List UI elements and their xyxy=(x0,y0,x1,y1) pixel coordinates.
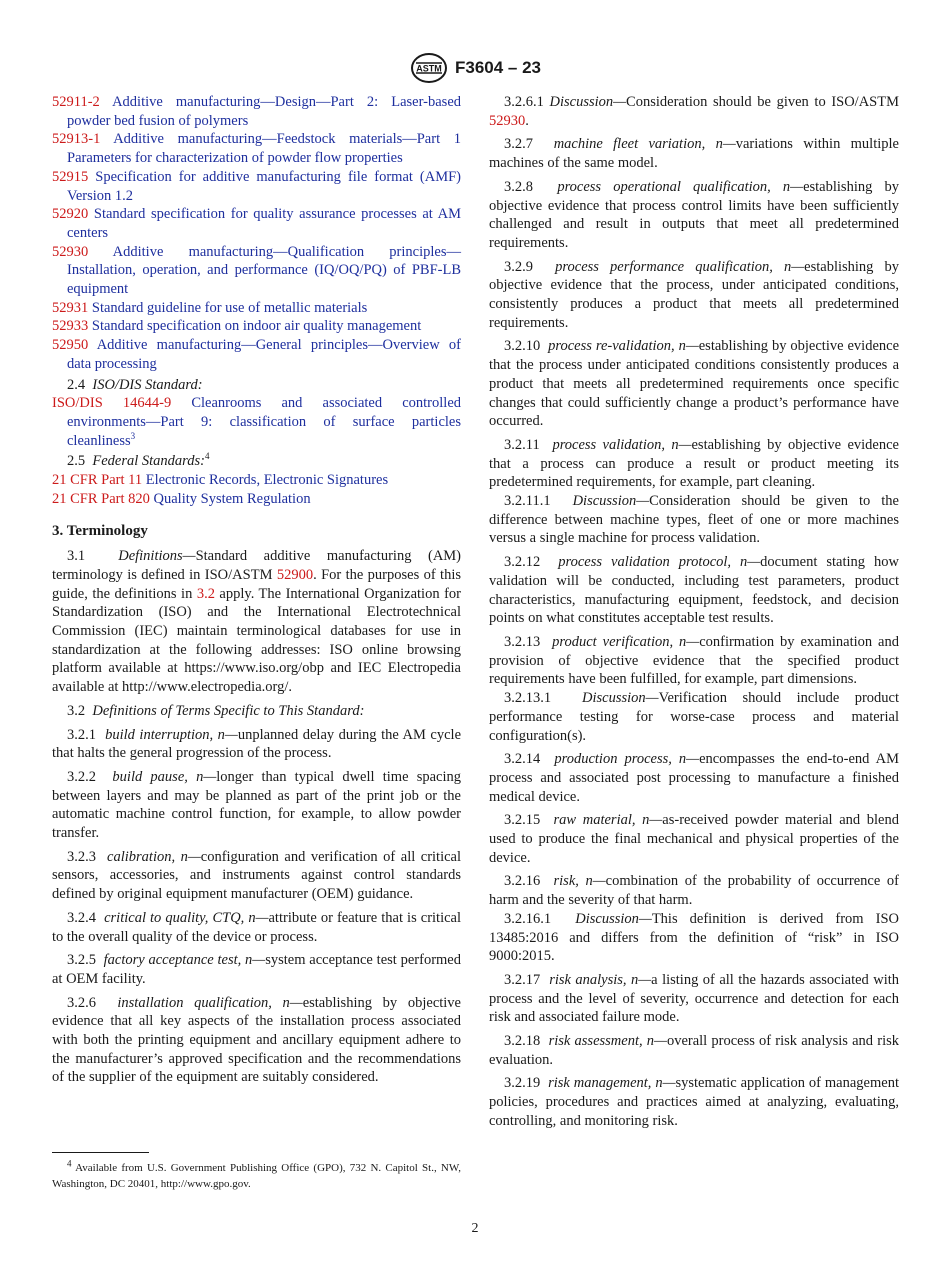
definition-number: 3.2.7 xyxy=(504,136,533,153)
definition-3-2-16 xyxy=(489,872,899,909)
definition-number: 3.2.3 xyxy=(67,848,96,865)
definition-text: combination of the probability of occurrence of harm and the severity of that harm. xyxy=(489,873,899,909)
definitions-right xyxy=(489,135,899,1130)
definition-number: 3.2.1 xyxy=(67,726,96,743)
document-number: F3604 – 23 xyxy=(455,58,542,77)
reference-code[interactable]: 52950 xyxy=(52,337,89,354)
reference-title[interactable]: Specification for additive manufacturing file format (AMF) Version 1.2 xyxy=(67,168,462,204)
definition-number: 3.2.9 xyxy=(504,258,533,275)
reference-title[interactable]: Additive manufacturing—Qualification principles—Installation, operation, and performance (IQ/OQ/PQ) of PBF-LB equipment xyxy=(67,243,461,298)
definition-3-2-6 xyxy=(52,994,461,1088)
definition-number: 3.2.16.1 xyxy=(504,910,552,927)
definition-number: 3.2.11 xyxy=(504,436,540,453)
definition-3-2-13-1 xyxy=(489,689,899,745)
paragraph-3-1: 3.1 Definitions—Standard additive manufacturing (AM) terminology is defined in ISO/ASTM 52900. For the purposes of this guide, the definitions in 3.2 apply. The International Organization for Standardization (ISO) and the International Electrotechnical Commission (IEC) maintain terminological databases for use in standardization at the following addresses: ISO online browsing platform available at https://www.iso.org/obp and IEC Electropedia available at http://www.electropedia.org/. xyxy=(52,548,462,696)
definition-number: 3.2.12 xyxy=(504,554,541,571)
definition-text: establishing by objective evidence that the process under anticipated conditions consistently produces a product that meets all predetermined requirements once specific changes that could sufficiently change a product’s performance have occurred. xyxy=(489,338,900,430)
reference-title[interactable]: Additive manufacturing—General principles—Overview of data processing xyxy=(67,337,461,372)
definition-text: unplanned delay during the AM cycle that halts the general progression of the process. xyxy=(52,726,461,762)
definition-text: system acceptance test performed at OEM facility. xyxy=(52,952,461,987)
definition-3-2-1 xyxy=(52,726,461,763)
reference-52933[interactable] xyxy=(52,317,461,336)
definition-text: variations within multiple machines of the same model. xyxy=(489,136,899,172)
reference-code[interactable]: 52930 xyxy=(52,243,89,260)
reference-title[interactable]: Standard specification for quality assurance processes at AM centers xyxy=(67,206,461,241)
definition-3-2-11-1 xyxy=(489,492,899,548)
paragraph-3-2: 3.2 Definitions of Terms Specific to This Standard: xyxy=(67,702,365,719)
definition-term: product verification, n— xyxy=(552,633,700,650)
definition-text: establishing by objective evidence that all key aspects of the installation process associated with both the printing equipment and ancillary equipment adhere to the manufacturer’s approved specification and the recommendations of the supplier of the equipment are suitably considered. xyxy=(52,994,461,1086)
definition-term: risk management, n— xyxy=(548,1075,676,1092)
definition-term: build interruption, n— xyxy=(105,726,238,743)
definition-text: confirmation by examination and provision of objective evidence that the specified product requirements have been fulfilled, for example, part dimensions. xyxy=(489,633,899,688)
definition-term: risk assessment, n— xyxy=(548,1033,667,1050)
definition-3-2-10 xyxy=(489,337,899,431)
definition-term: factory acceptance test, n— xyxy=(103,952,266,969)
reference-title[interactable]: Standard guideline for use of metallic materials xyxy=(91,299,368,316)
definition-3-2-16-1 xyxy=(489,910,899,966)
reference-title[interactable]: Additive manufacturing—Design—Part 2: Laser-based powder bed fusion of polymers xyxy=(67,94,461,129)
definition-term: risk, n— xyxy=(553,873,606,890)
definition-3-2-3 xyxy=(52,848,461,904)
definition-3-2-19 xyxy=(489,1074,899,1130)
definition-number: 3.2.18 xyxy=(504,1033,541,1050)
astm-logo-icon xyxy=(410,52,448,84)
definition-3-2-15 xyxy=(489,811,899,867)
definition-term: production process, n— xyxy=(554,751,700,768)
definition-number: 3.2.4 xyxy=(67,909,96,926)
paragraph-3-2-6-1: 3.2.6.1 Discussion—Consideration should be given to ISO/ASTM 52930. xyxy=(489,94,899,129)
definition-text: establishing by objective evidence that the process, under anticipated conditions, consistently produces a product that meets all predetermined requirements. xyxy=(489,258,900,331)
reference-52950[interactable] xyxy=(52,336,461,373)
definition-number: 3.2.13.1 xyxy=(504,690,552,707)
definition-term: Discussion— xyxy=(575,910,652,927)
reference-cfr-820[interactable]: 21 CFR Part 820 Quality System Regulation xyxy=(52,490,311,507)
reference-52915[interactable] xyxy=(52,168,461,205)
definition-term: process re-validation, n— xyxy=(548,338,699,355)
reference-code[interactable]: 52911-2 xyxy=(52,94,100,110)
page-header xyxy=(0,52,950,86)
definition-term: Discussion— xyxy=(582,690,659,707)
reference-code[interactable]: 52913-1 xyxy=(52,131,101,148)
subsection-2-5: 2.5 Federal Standards:$^4$ xyxy=(67,451,210,470)
definition-term: build pause, n— xyxy=(112,768,217,785)
definition-number: 3.2.10 xyxy=(504,338,541,355)
link-3-2[interactable]: 3.2 xyxy=(196,585,215,602)
reference-code[interactable]: 52933 xyxy=(52,318,89,335)
page-number: 2 xyxy=(471,1221,479,1236)
svg-text:ASTM: ASTM xyxy=(416,63,442,74)
definition-number: 3.2.6 xyxy=(67,994,96,1011)
right-column xyxy=(489,93,899,1131)
definition-3-2-2 xyxy=(52,768,461,843)
reference-iso-dis[interactable]: ISO/DIS 14644-9 Cleanrooms and associated controlled environments—Part 9: classification of surface particles cleanliness$^3$ xyxy=(52,395,462,449)
definition-text: a listing of all the hazards associated with process and the level of severity, occurrence and detection for each risk and associated failure mode. xyxy=(489,971,900,1026)
definition-3-2-8 xyxy=(489,178,899,253)
reference-list xyxy=(52,93,461,374)
definition-text: as-received powder material and blend used to produce the final mechanical and physical properties of the device. xyxy=(489,812,899,866)
definition-term: raw material, n— xyxy=(553,812,663,829)
definition-number: 3.2.11.1 xyxy=(504,493,551,510)
reference-title[interactable]: Additive manufacturing—Feedstock materials—Part 1 Parameters for characterization of powder flow properties xyxy=(67,131,461,167)
definition-3-2-4 xyxy=(52,909,461,946)
definition-number: 3.2.14 xyxy=(504,751,541,768)
definition-text: establishing by objective evidence that process control limits have been sufficiently challenged and result in outputs that meet all predetermined requirements. xyxy=(489,178,900,251)
link-52930[interactable]: 52930 xyxy=(489,112,526,129)
definition-term: process validation, n— xyxy=(552,436,692,453)
definition-3-2-18 xyxy=(489,1032,899,1069)
definition-number: 3.2.5 xyxy=(67,952,96,969)
reference-52920[interactable] xyxy=(52,205,461,242)
link-52900[interactable]: 52900 xyxy=(276,566,314,583)
definition-text: configuration and verification of all critical sensors, accessories, and instruments against control standards defined by original equipment manufacturer (OEM) guidance. xyxy=(52,848,462,903)
definition-3-2-13 xyxy=(489,633,899,689)
reference-52930[interactable] xyxy=(52,243,461,299)
definition-text: longer than typical dwell time spacing between layers and may be planned as part of the print job or the automatic machine control function, for example, to allow powder transfer. xyxy=(52,768,462,842)
definition-text: document stating how validation will be conducted, including test parameters, product characteristics, manufacturing equipment, feedstock, and decision points on what constitutes acceptable test results. xyxy=(489,554,899,627)
section-heading-terminology: 3. Terminology xyxy=(52,523,148,540)
reference-code[interactable]: 52920 xyxy=(52,206,89,223)
definition-term: machine fleet variation, n— xyxy=(553,136,736,153)
definition-text: Consideration should be given to the difference between machine types, fleet of one or more machines versus a single machine for process validation. xyxy=(489,493,899,547)
definition-term: process validation protocol, n— xyxy=(558,554,761,571)
definition-3-2-11 xyxy=(489,436,899,492)
reference-cfr-11[interactable]: 21 CFR Part 11 Electronic Records, Electronic Signatures xyxy=(52,472,389,489)
reference-title[interactable]: Standard specification on indoor air quality management xyxy=(91,318,422,335)
reference-52913-1[interactable] xyxy=(52,130,461,167)
definition-3-2-14 xyxy=(489,750,899,806)
definition-number: 3.2.2 xyxy=(67,768,96,785)
footnote-4: $^4$ Available from U.S. Government Publishing Office (GPO), 732 N. Capitol St., NW, Washington, DC 20401, http://www.gpo.gov. xyxy=(52,1158,461,1190)
definition-term: calibration, n— xyxy=(107,848,201,865)
subsection-2-4: 2.4 ISO/DIS Standard: xyxy=(67,376,203,393)
left-column xyxy=(52,93,461,1087)
definition-3-2-7 xyxy=(489,135,899,172)
definition-term: installation qualification, n— xyxy=(117,994,303,1011)
definition-text: overall process of risk analysis and risk evaluation. xyxy=(489,1033,899,1068)
reference-52931[interactable] xyxy=(52,299,461,318)
definition-term: critical to quality, CTQ, n— xyxy=(104,909,269,926)
definition-number: 3.2.15 xyxy=(504,812,541,829)
definition-number: 3.2.19 xyxy=(504,1075,541,1092)
definition-3-2-5 xyxy=(52,951,461,988)
reference-52911-2[interactable] xyxy=(52,93,461,130)
definition-3-2-9 xyxy=(489,258,899,333)
definition-text: This definition is derived from ISO 13485:2016 and differs from the definition of “risk” in ISO 9000:2015. xyxy=(489,910,900,965)
definition-3-2-12 xyxy=(489,553,899,628)
definition-term: process operational qualification, n— xyxy=(557,178,804,195)
definition-3-2-17 xyxy=(489,971,899,1027)
definition-number: 3.2.13 xyxy=(504,633,541,650)
definition-text: Verification should include product performance testing for worse-case process and material configuration(s). xyxy=(489,690,900,744)
definition-term: risk analysis, n— xyxy=(549,971,652,988)
reference-code[interactable]: 52915 xyxy=(52,168,89,185)
definition-number: 3.2.17 xyxy=(504,971,541,988)
definition-number: 3.2.16 xyxy=(504,873,541,890)
definition-text: attribute or feature that is critical to the overall quality of the device or process. xyxy=(52,909,462,945)
definition-term: process performance qualification, n— xyxy=(555,258,805,275)
definition-number: 3.2.8 xyxy=(504,178,533,195)
definition-text: systematic application of management policies, procedures and practices aimed at analyzing, evaluating, controlling, and monitoring risk. xyxy=(489,1075,899,1129)
definition-term: Discussion— xyxy=(572,493,650,510)
footnote-divider xyxy=(52,1152,149,1153)
definitions-left xyxy=(52,726,461,1088)
definition-text: encompasses the end-to-end AM process and associated post processing to manufacture a finished medical device. xyxy=(489,751,899,805)
definition-text: establishing by objective evidence that a process can produce a result or product meeting its predetermined requirements, for example, part cleaning. xyxy=(489,436,899,491)
reference-code[interactable]: 52931 xyxy=(52,299,89,316)
